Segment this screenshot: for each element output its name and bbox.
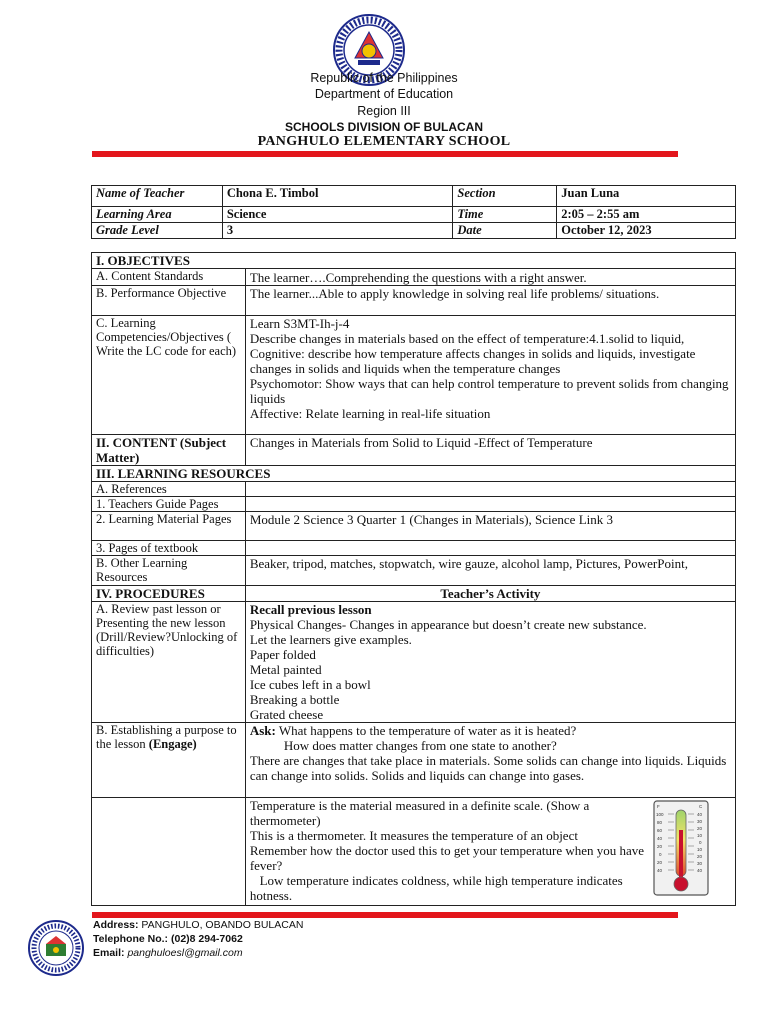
thermo-left-tick: 80	[656, 820, 662, 825]
email-label: Email:	[93, 947, 125, 959]
ask-question-2: How does matter changes from one state to another?	[283, 738, 557, 753]
header-red-bar	[92, 151, 678, 157]
review-line: Paper folded	[249, 647, 316, 662]
performance-label: B. Performance Objective	[92, 286, 246, 316]
lesson-plan-table	[91, 252, 736, 906]
thermo-left-tick: 0	[658, 852, 662, 857]
telephone-label: Telephone No.:	[93, 933, 169, 945]
table-row	[92, 286, 736, 316]
other-resources-text: Beaker, tripod, matches, stopwatch, wire gauze, alcohol lamp, Pictures, PowerPoint,	[245, 556, 735, 586]
school-name: PANGHULO ELEMENTARY SCHOOL	[257, 134, 511, 149]
table-row	[92, 723, 736, 798]
footer-address	[93, 919, 303, 931]
table-row	[92, 512, 736, 541]
content-standards-label: A. Content Standards	[92, 269, 246, 286]
info-row	[92, 207, 736, 223]
review-line: Grated cheese	[249, 707, 324, 722]
review-line: Physical Changes- Changes in appearance but doesn’t create new substance.	[249, 617, 647, 632]
thermo-right-tick: 20	[696, 826, 702, 831]
thermo-right-tick: 40	[696, 868, 702, 873]
table-row	[92, 435, 736, 466]
footer-email	[93, 947, 243, 959]
competency-line: Affective: Relate learning in real-life situation	[249, 406, 491, 421]
review-title: Recall previous lesson	[249, 602, 372, 617]
telephone-value: (02)8 294-7062	[168, 933, 243, 945]
grade-value: 3	[222, 223, 453, 239]
footer-red-bar	[92, 912, 678, 918]
thermo-f-label: F	[656, 804, 660, 809]
performance-text: The learner...Able to apply knowledge in solving real life problems/ situations.	[245, 286, 735, 316]
textbook-label: 3. Pages of textbook	[92, 541, 246, 556]
thermo-left-tick: 20	[656, 844, 662, 849]
thermo-right-tick: 0	[698, 840, 702, 845]
textbook-value	[245, 541, 735, 556]
table-row	[92, 602, 736, 723]
thermo-right-tick: 20	[696, 854, 702, 859]
lm-label: 2. Learning Material Pages	[92, 512, 246, 541]
review-cell	[245, 602, 735, 723]
review-line: Metal painted	[249, 662, 322, 677]
info-table	[91, 185, 736, 239]
time-label: Time	[453, 207, 557, 223]
tg-label: 1. Teachers Guide Pages	[92, 497, 246, 512]
ask-question-1: What happens to the temperature of water as it is heated?	[275, 723, 577, 738]
teacher-value: Chona E. Timbol	[222, 186, 453, 207]
references-label: A. References	[92, 482, 246, 497]
procedures-heading: IV. PROCEDURES	[92, 586, 246, 602]
objectives-heading: I. OBJECTIVES	[92, 253, 736, 269]
thermometer-cell	[245, 798, 735, 906]
table-row	[92, 466, 736, 482]
purpose-cell	[245, 723, 735, 798]
purpose-label-text: B. Establishing a purpose to the lesson	[96, 723, 237, 751]
teacher-activity-heading: Teacher’s Activity	[245, 586, 735, 602]
ask-text: There are changes that take place in materials. Some solids can change into liquids. Liquids can change into solids. Solids and liquids can change into gases.	[249, 753, 727, 783]
date-value: October 12, 2023	[557, 223, 736, 239]
thermo-right-tick: 30	[696, 819, 702, 824]
lm-text: Module 2 Science 3 Quarter 1 (Changes in Materials), Science Link 3	[245, 512, 735, 541]
table-row	[92, 269, 736, 286]
thermo-right-tick: 30	[696, 861, 702, 866]
grade-label: Grade Level	[92, 223, 223, 239]
thermo-left-tick: 100	[655, 812, 664, 817]
table-row	[92, 586, 736, 602]
address-value: PANGHULO, OBANDO BULACAN	[138, 919, 304, 931]
area-value: Science	[222, 207, 453, 223]
section-value: Juan Luna	[557, 186, 736, 207]
table-row	[92, 316, 736, 435]
ask-label: Ask:	[249, 723, 276, 738]
content-text: Changes in Materials from Solid to Liquid -Effect of Temperature	[245, 435, 735, 466]
address-label: Address:	[93, 919, 139, 931]
purpose-label	[92, 723, 246, 798]
purpose-engage: (Engage)	[148, 737, 197, 751]
thermo-line: Remember how the doctor used this to get your temperature when you have fever?	[249, 843, 645, 873]
table-row	[92, 541, 736, 556]
competency-line: Psychomotor: Show ways that can help control temperature to prevent solids from changing liquids	[249, 376, 729, 406]
footer-telephone	[93, 933, 243, 945]
thermo-left-tick: 40	[656, 836, 662, 841]
table-row	[92, 497, 736, 512]
references-value	[245, 482, 735, 497]
thermo-right-tick: 10	[696, 833, 702, 838]
division-line: SCHOOLS DIVISION OF BULACAN	[284, 120, 483, 134]
area-label: Learning Area	[92, 207, 223, 223]
section-label: Section	[453, 186, 557, 207]
teacher-label: Name of Teacher	[92, 186, 223, 207]
info-row	[92, 223, 736, 239]
competencies-cell	[245, 316, 735, 435]
school-logo	[28, 920, 84, 976]
thermo-line: Low temperature indicates coldness, while high temperature indicates hotness.	[249, 873, 626, 903]
time-value: 2:05 – 2:55 am	[557, 207, 736, 223]
info-row	[92, 186, 736, 207]
thermo-left-tick: 40	[656, 868, 662, 873]
thermometer-icon	[653, 800, 709, 896]
table-row	[92, 798, 736, 906]
other-resources-label: B. Other Learning Resources	[92, 556, 246, 586]
resources-heading: III. LEARNING RESOURCES	[92, 466, 736, 482]
table-row	[92, 556, 736, 586]
thermo-c-label: C	[698, 804, 703, 809]
department-line: Department of Education	[314, 87, 454, 101]
thermometer-label-cell	[92, 798, 246, 906]
thermo-right-tick: 10	[696, 847, 702, 852]
tg-value	[245, 497, 735, 512]
competency-line: Learn S3MT-Ih-j-4	[249, 316, 350, 331]
review-line: Breaking a bottle	[249, 692, 340, 707]
date-label: Date	[453, 223, 557, 239]
competency-line: Describe changes in materials based on the effect of temperature:4.1.solid to liquid,	[249, 331, 685, 346]
thermometer-image	[653, 800, 709, 896]
content-standards-text: The learner….Comprehending the questions with a right answer.	[245, 269, 735, 286]
thermo-line: This is a thermometer. It measures the temperature of an object	[249, 828, 578, 843]
competency-line: Cognitive: describe how temperature affects changes in solids and liquids, investigate changes in solids and liquids when the temperature changes	[249, 346, 696, 376]
review-line: Let the learners give examples.	[249, 632, 412, 647]
review-label: A. Review past lesson or Presenting the new lesson (Drill/Review?Unlocking of difficulties)	[92, 602, 246, 723]
region-line: Region III	[357, 104, 411, 118]
content-label: II. CONTENT (Subject Matter)	[92, 435, 246, 466]
thermo-right-tick: 40	[696, 812, 702, 817]
thermo-line: Temperature is the material measured in a definite scale. (Show a thermometer)	[249, 798, 590, 828]
thermo-left-tick: 60	[656, 828, 662, 833]
review-line: Ice cubes left in a bowl	[249, 677, 371, 692]
table-row	[92, 482, 736, 497]
table-row	[92, 253, 736, 269]
republic-line: Republic of the Philippines	[310, 71, 458, 85]
thermo-left-tick: 20	[656, 860, 662, 865]
competencies-label: C. Learning Competencies/Objectives ( Write the LC code for each)	[92, 316, 246, 435]
email-link[interactable]: panghuloesl@gmail.com	[127, 947, 243, 959]
